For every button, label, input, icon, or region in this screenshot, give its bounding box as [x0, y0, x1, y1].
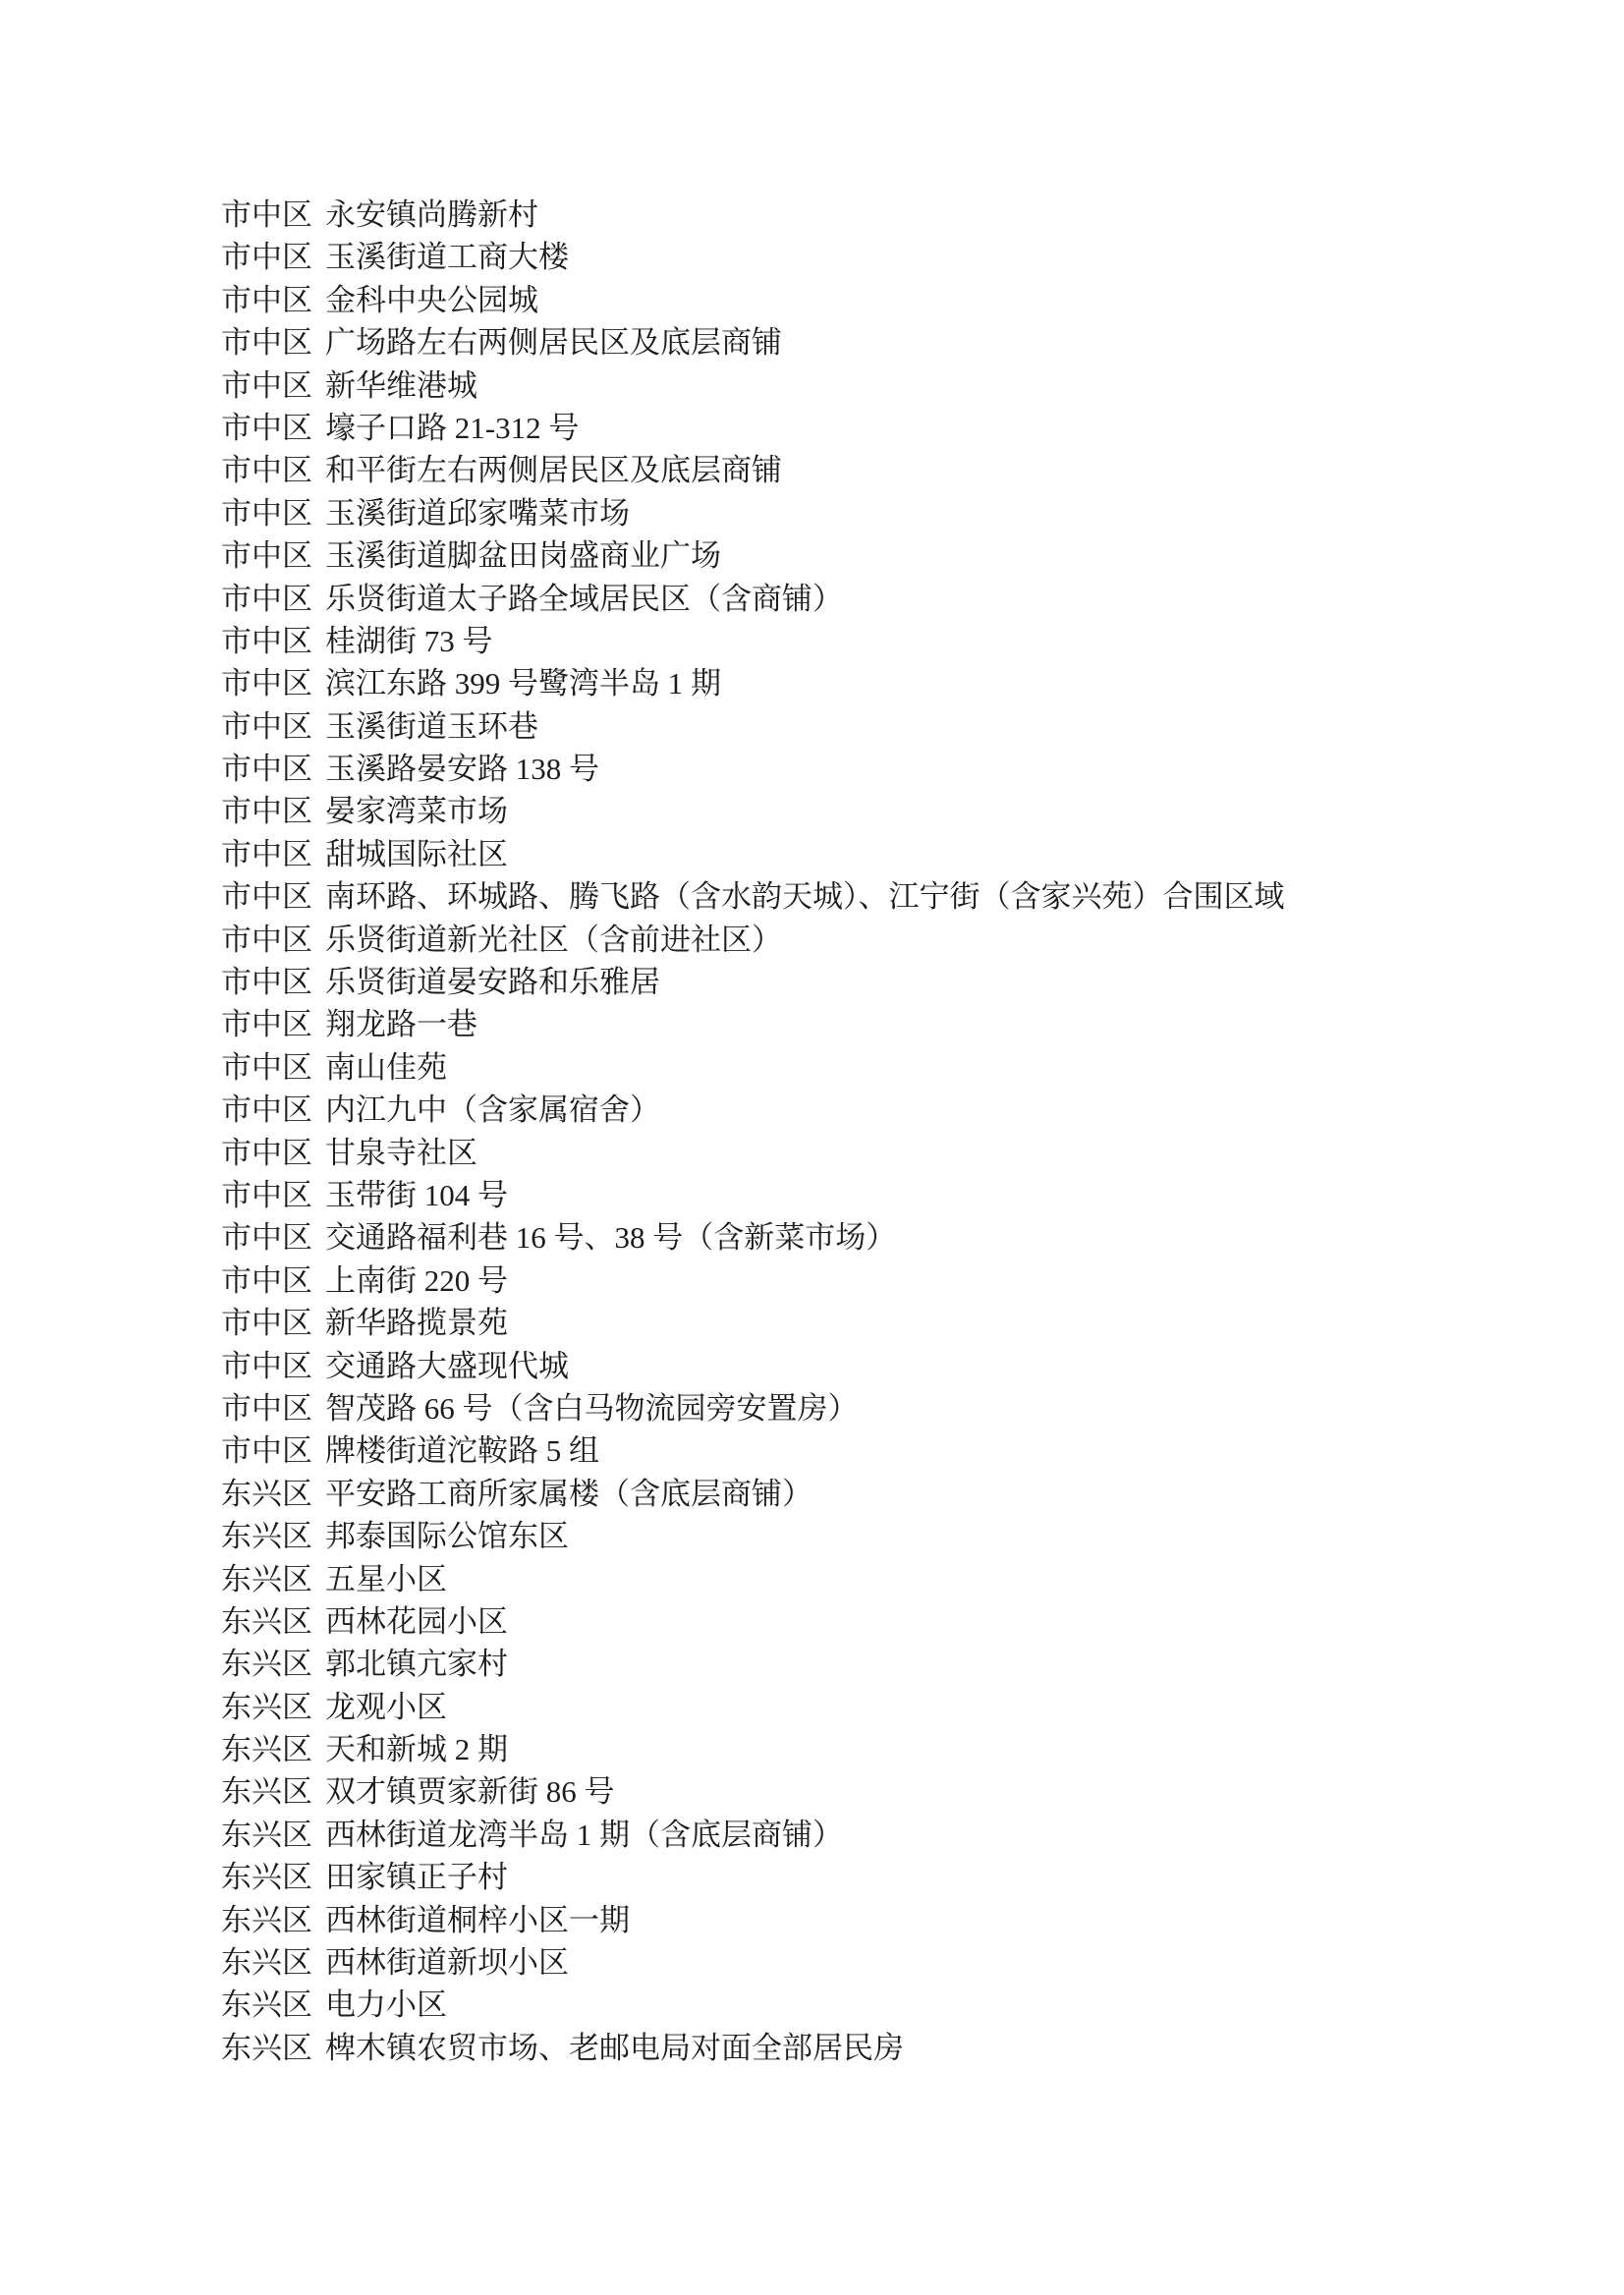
district-label: 市中区 — [221, 836, 312, 871]
list-item — [221, 1856, 1565, 1898]
district-label: 市中区 — [221, 1092, 312, 1128]
list-item — [221, 578, 1565, 620]
district-label: 市中区 — [221, 581, 312, 616]
location-label: 南环路、环城路、腾飞路（含水韵天城）、江宁街（含家兴苑）合围区域 — [325, 879, 1285, 915]
district-label: 东兴区 — [221, 1732, 312, 1767]
location-label: 田家镇正子村 — [325, 1860, 508, 1895]
district-label: 东兴区 — [221, 1902, 312, 1937]
district-label: 市中区 — [221, 1177, 312, 1212]
district-label: 市中区 — [221, 1220, 312, 1256]
location-label: 玉溪路晏安路 138 号 — [325, 752, 599, 787]
location-label: 交通路福利巷 16 号、38 号（含新菜市场） — [325, 1220, 897, 1256]
list-item — [221, 1387, 1565, 1429]
address-list — [221, 194, 1565, 2069]
district-label: 东兴区 — [221, 1860, 312, 1895]
list-item — [221, 492, 1565, 534]
district-label: 东兴区 — [221, 1647, 312, 1682]
list-item — [221, 194, 1565, 236]
location-label: 翔龙路一巷 — [325, 1007, 477, 1042]
district-label: 市中区 — [221, 666, 312, 701]
location-label: 滨江东路 399 号鹭湾半岛 1 期 — [325, 666, 721, 701]
list-item — [221, 279, 1565, 321]
list-item — [221, 1558, 1565, 1600]
location-label: 玉带街 104 号 — [325, 1177, 508, 1212]
location-label: 玉溪街道邱家嘴菜市场 — [325, 495, 630, 531]
district-label: 市中区 — [221, 325, 312, 361]
list-item — [221, 2027, 1565, 2069]
location-label: 平安路工商所家属楼（含底层商铺） — [325, 1476, 812, 1511]
location-label: 乐贤街道新光社区（含前进社区） — [325, 922, 782, 957]
location-label: 智茂路 66 号（含白马物流园旁安置房） — [325, 1390, 859, 1426]
location-label: 玉溪街道玉环巷 — [325, 708, 538, 744]
list-item — [221, 364, 1565, 407]
location-label: 上南街 220 号 — [325, 1262, 508, 1298]
district-label: 市中区 — [221, 495, 312, 531]
location-label: 壕子口路 21-312 号 — [325, 410, 580, 445]
location-label: 五星小区 — [325, 1561, 447, 1596]
list-item — [221, 449, 1565, 491]
list-item — [221, 1132, 1565, 1174]
list-item — [221, 1046, 1565, 1089]
location-label: 晏家湾菜市场 — [325, 794, 508, 829]
location-label: 甘泉寺社区 — [325, 1135, 477, 1170]
district-label: 东兴区 — [221, 1945, 312, 1981]
location-label: 内江九中（含家属宿舍） — [325, 1092, 660, 1128]
list-item — [221, 236, 1565, 278]
district-label: 市中区 — [221, 794, 312, 829]
location-label: 电力小区 — [325, 1987, 447, 2023]
list-item — [221, 1003, 1565, 1045]
list-item — [221, 919, 1565, 961]
district-label: 东兴区 — [221, 2030, 312, 2065]
district-label: 市中区 — [221, 708, 312, 744]
list-item — [221, 1814, 1565, 1856]
list-item — [221, 705, 1565, 748]
location-label: 龙观小区 — [325, 1689, 447, 1724]
list-item — [221, 534, 1565, 577]
district-label: 市中区 — [221, 879, 312, 915]
district-label: 东兴区 — [221, 1817, 312, 1852]
location-label: 郭北镇亢家村 — [325, 1647, 508, 1682]
list-item — [221, 1686, 1565, 1728]
location-label: 双才镇贾家新街 86 号 — [325, 1774, 615, 1810]
location-label: 牌楼街道沱鞍路 5 组 — [325, 1433, 599, 1469]
location-label: 西林街道龙湾半岛 1 期（含底层商铺） — [325, 1817, 843, 1852]
district-label: 东兴区 — [221, 1689, 312, 1724]
location-label: 新华路揽景苑 — [325, 1306, 508, 1341]
location-label: 乐贤街道太子路全域居民区（含商铺） — [325, 581, 843, 616]
list-item — [221, 1941, 1565, 1984]
district-label: 市中区 — [221, 240, 312, 275]
list-item — [221, 1345, 1565, 1387]
location-label: 甜城国际社区 — [325, 836, 508, 871]
district-label: 市中区 — [221, 1306, 312, 1341]
list-item — [221, 1984, 1565, 2026]
district-label: 东兴区 — [221, 1476, 312, 1511]
list-item — [221, 1429, 1565, 1472]
district-label: 市中区 — [221, 965, 312, 1000]
list-item — [221, 1515, 1565, 1557]
location-label: 永安镇尚腾新村 — [325, 197, 538, 232]
list-item — [221, 662, 1565, 704]
district-label: 东兴区 — [221, 1774, 312, 1810]
location-label: 西林街道桐梓小区一期 — [325, 1902, 630, 1937]
district-label: 市中区 — [221, 410, 312, 445]
location-label: 乐贤街道晏安路和乐雅居 — [325, 965, 660, 1000]
list-item — [221, 833, 1565, 875]
district-label: 市中区 — [221, 453, 312, 488]
location-label: 金科中央公园城 — [325, 282, 538, 317]
list-item — [221, 1259, 1565, 1302]
location-label: 南山佳苑 — [325, 1049, 447, 1085]
list-item — [221, 1600, 1565, 1643]
list-item — [221, 1770, 1565, 1813]
location-label: 交通路大盛现代城 — [325, 1348, 569, 1383]
district-label: 东兴区 — [221, 1987, 312, 2023]
district-label: 东兴区 — [221, 1561, 312, 1596]
district-label: 市中区 — [221, 1433, 312, 1469]
district-label: 市中区 — [221, 282, 312, 317]
location-label: 天和新城 2 期 — [325, 1732, 508, 1767]
list-item — [221, 875, 1565, 918]
location-label: 西林街道新坝小区 — [325, 1945, 569, 1981]
list-item — [221, 961, 1565, 1003]
location-label: 西林花园小区 — [325, 1603, 508, 1639]
district-label: 市中区 — [221, 752, 312, 787]
location-label: 椑木镇农贸市场、老邮电局对面全部居民房 — [325, 2030, 904, 2065]
district-label: 市中区 — [221, 623, 312, 658]
location-label: 邦泰国际公馆东区 — [325, 1519, 569, 1554]
district-label: 市中区 — [221, 1348, 312, 1383]
location-label: 广场路左右两侧居民区及底层商铺 — [325, 325, 782, 361]
list-item — [221, 748, 1565, 790]
list-item — [221, 1174, 1565, 1216]
list-item — [221, 620, 1565, 662]
list-item — [221, 407, 1565, 449]
list-item — [221, 1089, 1565, 1131]
location-label: 玉溪街道脚盆田岗盛商业广场 — [325, 538, 721, 574]
list-item — [221, 1302, 1565, 1344]
location-label: 新华维港城 — [325, 367, 477, 403]
list-item — [221, 1643, 1565, 1685]
district-label: 市中区 — [221, 538, 312, 574]
district-label: 东兴区 — [221, 1603, 312, 1639]
district-label: 市中区 — [221, 1049, 312, 1085]
location-label: 桂湖街 73 号 — [325, 623, 493, 658]
location-label: 玉溪街道工商大楼 — [325, 240, 569, 275]
list-item — [221, 321, 1565, 364]
list-item — [221, 1473, 1565, 1515]
district-label: 市中区 — [221, 197, 312, 232]
list-item — [221, 1899, 1565, 1941]
district-label: 市中区 — [221, 1135, 312, 1170]
district-label: 市中区 — [221, 1390, 312, 1426]
district-label: 市中区 — [221, 367, 312, 403]
district-label: 东兴区 — [221, 1519, 312, 1554]
district-label: 市中区 — [221, 922, 312, 957]
district-label: 市中区 — [221, 1262, 312, 1298]
location-label: 和平街左右两侧居民区及底层商铺 — [325, 453, 782, 488]
list-item — [221, 790, 1565, 832]
district-label: 市中区 — [221, 1007, 312, 1042]
list-item — [221, 1728, 1565, 1770]
list-item — [221, 1216, 1565, 1259]
